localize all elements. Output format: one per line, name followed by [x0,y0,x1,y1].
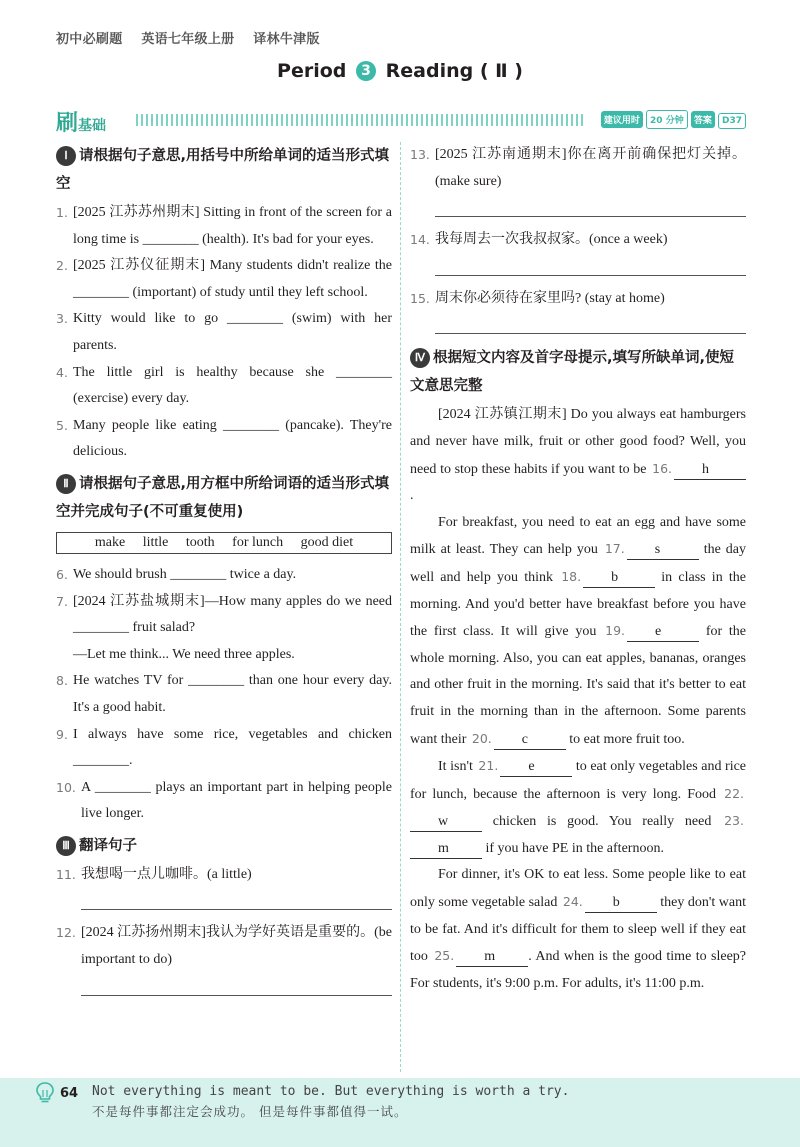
question-9: 9. I always have some rice, vegetables and chicken ________. [56,726,392,769]
blank-22[interactable]: w [410,813,482,832]
question-7: 7. [2024 江苏盐城期末]—How many apples do we need ________ fruit salad? —Let me think... We need three apples. [56,593,392,662]
part1-number-icon: Ⅰ [56,146,76,166]
question-11: 11. 我想喝一点儿咖啡。(a little) [56,866,252,882]
question-1: 1. [2025 江苏苏州期末] Sitting in front of the screen for a long time is ________ (health). It's bad for your eyes. [56,205,392,247]
question-12: 12. [2024 江苏扬州期末]我认为学好英语是重要的。(be important to do) [56,925,392,968]
blank-19[interactable]: e [627,623,699,642]
section-label-main: 刷 [56,111,79,136]
title-number-badge: 3 [356,61,376,81]
decorative-stripes [136,114,586,126]
blank-25[interactable]: m [456,948,528,967]
blank-18[interactable]: b [583,569,655,588]
answer-line-12[interactable] [81,974,392,996]
question-4: 4. The little girl is healthy because she ________ (exercise) every day. [56,364,392,407]
part1-heading: Ⅰ 请根据句子意思,用括号中所给单词的适当形式填空 [56,148,390,192]
question-6: 6. We should brush ________ twice a day. [56,566,297,582]
right-column [410,142,746,997]
header-edition: 译林牛津版 [253,32,320,47]
answer-page: D37 [718,113,746,129]
part3-heading: Ⅲ 翻译句子 [56,832,392,860]
blank-17[interactable]: s [627,541,699,560]
question-3: 3. Kitty would like to go ________ (swim) with her parents. [56,311,392,353]
word-option: tooth [185,534,215,550]
question-15: 15. 周末你必须待在家里吗? (stay at home) [410,290,665,306]
part2-heading: Ⅱ 请根据句子意思,用方框中所给词语的适当形式填空并完成句子(不可重复使用) [56,475,390,520]
part2-number-icon: Ⅱ [56,474,76,494]
part4-heading: Ⅳ 根据短文内容及首字母提示,填写所缺单词,使短文意思完整 [410,350,735,395]
header-book: 英语七年级上册 [141,32,235,47]
word-box [56,532,392,554]
page-footer [0,1078,800,1147]
question-2: 2. [2025 江苏仪征期末] Many students didn't realize the ________ (important) of study until they left school. [56,258,392,300]
question-13: 13. [2025 江苏南通期末]你在离开前确保把灯关掉。(make sure) [410,147,746,189]
blank-24[interactable]: b [585,894,657,913]
title-pre: Period [277,60,347,82]
passage-paragraph-2: For breakfast, you need to eat an egg and have some milk at least. They can help you 17. s the day well and help you think 18. b in class in the morning. And you'd better have breakfast before you have the first class. It will give you 19. e for the whole morning. Also, you can eat apples, bananas, oranges and other fruit in the morning. It's said that it's better to eat fruit in the morning than in the afternoon. Some parents want their 20. c to eat more fruit too. [410,510,746,753]
word-option: make [94,534,126,550]
blank-16[interactable]: h [674,461,746,480]
book-header [56,28,334,47]
quote-english: Not everything is meant to be. But everything is worth a try. [92,1084,570,1099]
page-title [0,60,800,82]
part3-number-icon: Ⅲ [56,836,76,856]
left-column [56,142,392,1006]
blank-20[interactable]: c [494,731,566,750]
title-post: Reading ( Ⅱ ) [385,60,523,82]
blank-21[interactable]: e [500,758,572,777]
section-bar [56,106,746,134]
question-5: 5. Many people like eating ________ (pancake). They're delicious. [56,417,392,460]
section-label [56,106,106,137]
part4-number-icon: Ⅳ [410,348,430,368]
quote-chinese: 不是每件事都注定会成功。 但是每件事都值得一试。 [92,1104,408,1119]
answer-line-11[interactable] [81,888,392,910]
answer-line-13[interactable] [435,195,746,217]
answer-line-14[interactable] [435,254,746,276]
word-option: for lunch [232,534,284,550]
header-series: 初中必刷题 [56,32,123,47]
passage-paragraph-3: It isn't 21. e to eat only vegetables and rice for lunch, because the afternoon is very long. Food 22.w chicken is good. You really need 23.m if you have PE in the afternoon. [410,753,746,862]
word-option: good diet [300,534,354,550]
time-label: 建议用时 [601,111,643,128]
passage-paragraph-1: [2024 江苏镇江期末] Do you always eat hamburgers and never have milk, fruit or other good food? Well, you need to stop these habits if you want to be 16. h. [410,407,746,504]
section-label-sub: 基础 [78,118,107,134]
answer-line-15[interactable] [435,312,746,334]
time-value: 20 分钟 [646,110,688,129]
time-tags [601,110,746,129]
question-8: 8. He watches TV for ________ than one hour every day. It's a good habit. [56,673,392,715]
lightbulb-icon [36,1082,54,1104]
question-10: 10. A ________ plays an important part in helping people live longer. [56,779,392,822]
passage-paragraph-4: For dinner, it's OK to eat less. Some people like to eat only some vegetable salad 24. b they don't want to be fat. And it's difficult for them to sleep well if they eat too 25. m . And when is the good time to sleep? For students, it's 9:00 p.m. For adults, it's 11:00 p.m. [410,867,747,991]
question-14: 14. 我每周去一次我叔叔家。(once a week) [410,232,668,248]
column-divider [400,142,401,1072]
blank-23[interactable]: m [410,840,482,859]
page-number: 64 [60,1086,79,1101]
word-option: little [142,534,169,550]
answer-label: 答案 [691,111,715,128]
